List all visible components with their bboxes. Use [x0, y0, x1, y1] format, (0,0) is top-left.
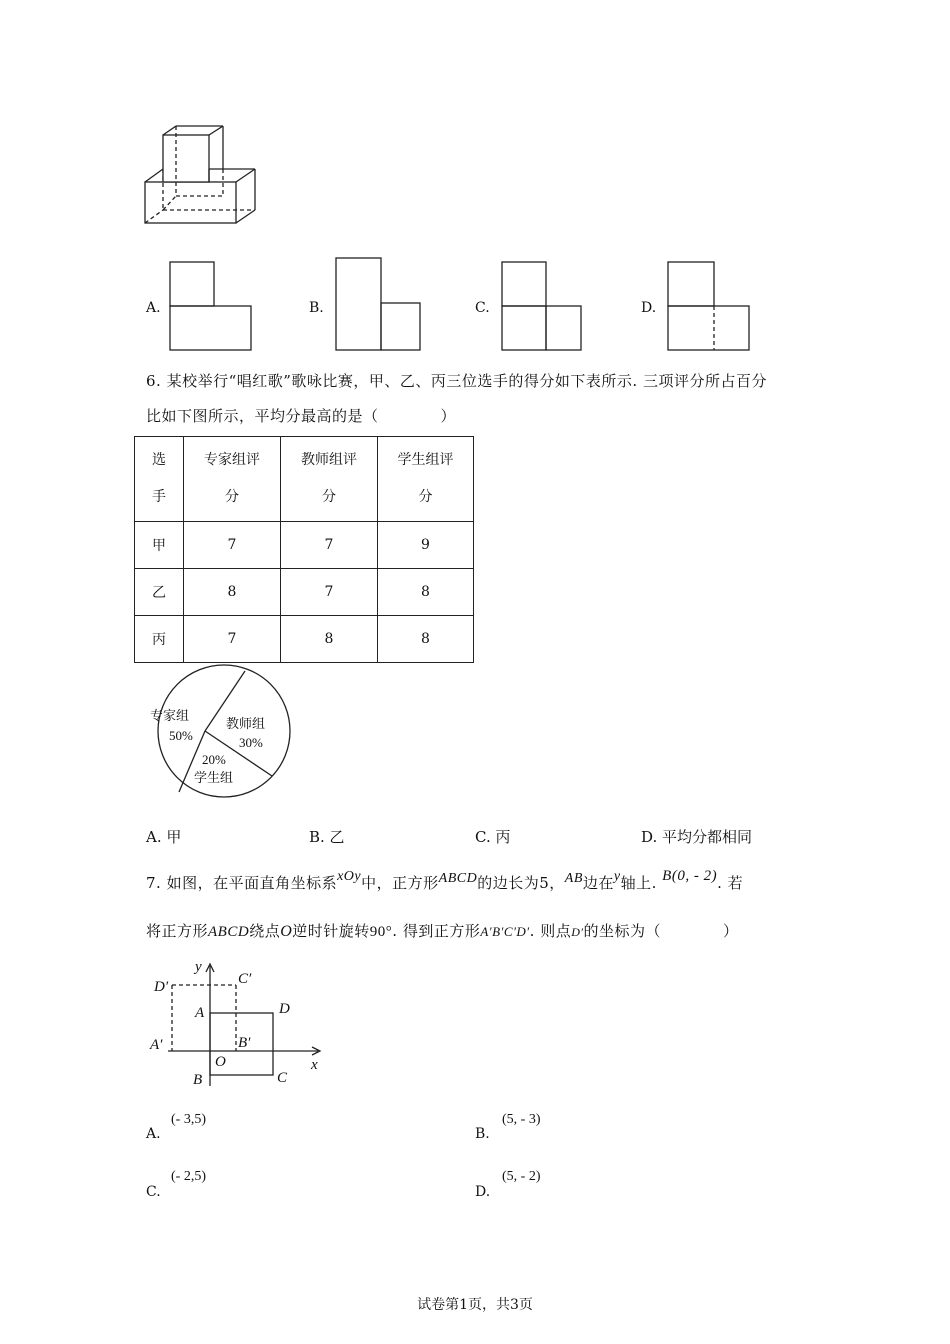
- header-cell: 选 手: [135, 437, 184, 522]
- point-b-prime-label: B′: [238, 1035, 251, 1051]
- table-row: [135, 569, 474, 616]
- pie-value-student: 20%: [202, 752, 226, 767]
- q7-option-a-value: (- 3,5): [171, 1112, 206, 1127]
- option-c-label: C.: [475, 300, 490, 316]
- pie-label-expert: 专家组: [150, 709, 190, 724]
- option-a-label: A.: [146, 300, 161, 316]
- q7-option-c-value: (- 2,5): [171, 1169, 206, 1184]
- table-cell: 9: [378, 522, 474, 569]
- o-math: O: [280, 923, 293, 940]
- option-b-figure: [334, 256, 424, 352]
- table-cell: 8: [281, 616, 378, 663]
- q7-line1: 7. 如图，在平面直角坐标系xOy中，正方形ABCD的边长为5，AB边在y轴上. B(0, - 2). 若: [146, 868, 744, 892]
- table-cell: 7: [281, 522, 378, 569]
- pie-label-student: 学生组: [194, 771, 234, 786]
- pie-chart: [142, 662, 308, 800]
- b-coord-math: B(0, - 2): [662, 868, 718, 884]
- pie-value-expert: 50%: [169, 728, 193, 743]
- rotated-square-math: A′B′C′D′: [480, 924, 530, 939]
- solid-figure: [140, 122, 260, 226]
- point-c-prime-label: C′: [238, 971, 252, 987]
- q6-line1: 6. 某校举行“唱红歌”歌咏比赛，甲、乙、丙三位选手的得分如下表所示. 三项评分所占百分: [146, 372, 767, 390]
- q6-option-d: D. 平均分都相同: [641, 828, 753, 846]
- option-a-figure: [168, 260, 254, 352]
- score-table: [134, 436, 474, 663]
- q6-option-a: A. 甲: [146, 828, 182, 846]
- q7-option-d-value: (5, - 2): [502, 1169, 541, 1184]
- dprime-math: D′: [571, 925, 584, 939]
- q7-option-b-label: B.: [475, 1126, 490, 1142]
- table-cell: 7: [184, 616, 281, 663]
- xoy-math: xOy: [337, 869, 362, 884]
- pie-label-teacher: 教师组: [226, 717, 266, 732]
- q7-option-b-value: (5, - 3): [502, 1112, 541, 1127]
- table-row: [135, 522, 474, 569]
- table-header-row: [135, 437, 474, 522]
- q6-line2: 比如下图所示，平均分最高的是（ ）: [146, 407, 457, 425]
- origin-label: O: [215, 1054, 226, 1070]
- q7-option-c-label: C.: [146, 1184, 161, 1200]
- point-d-label: D: [279, 1001, 290, 1017]
- pie-value-teacher: 30%: [239, 735, 263, 750]
- q7-option-a-label: A.: [146, 1126, 161, 1142]
- header-cell: 学生组评 分: [378, 437, 474, 522]
- table-cell: 7: [184, 522, 281, 569]
- q6-option-c: C. 丙: [475, 828, 511, 846]
- point-a-label: A: [195, 1005, 205, 1021]
- x-axis-label: x: [311, 1057, 318, 1073]
- q6-option-b: B. 乙: [309, 828, 345, 846]
- q7-option-d-label: D.: [475, 1184, 491, 1200]
- table-cell: 8: [184, 569, 281, 616]
- ab-math: AB: [564, 871, 583, 886]
- table-cell: 7: [281, 569, 378, 616]
- q7-line2: 将正方形ABCD绕点O逆时针旋转90°. 得到正方形A′B′C′D′. 则点D′的坐标为（ ）: [146, 922, 739, 940]
- coordinate-figure: [148, 956, 338, 1090]
- abcd2-math: ABCD: [208, 924, 250, 940]
- page-footer: 试卷第1页，共3页: [417, 1297, 533, 1313]
- point-c-label: C: [277, 1070, 288, 1086]
- y-math: y: [613, 869, 621, 884]
- option-c-figure: [500, 260, 584, 352]
- point-a-prime-label: A′: [150, 1037, 163, 1053]
- table-cell: 丙: [135, 616, 184, 663]
- table-cell: 乙: [135, 569, 184, 616]
- abcd-math: ABCD: [438, 871, 478, 886]
- table-row: [135, 616, 474, 663]
- angle-math: 90°: [369, 924, 393, 940]
- point-b-label: B: [193, 1072, 203, 1088]
- option-d-label: D.: [641, 300, 657, 316]
- option-d-figure: [666, 260, 752, 352]
- table-cell: 甲: [135, 522, 184, 569]
- y-axis-label: y: [195, 959, 202, 975]
- header-cell: 专家组评 分: [184, 437, 281, 522]
- header-cell: 教师组评 分: [281, 437, 378, 522]
- table-cell: 8: [378, 569, 474, 616]
- table-cell: 8: [378, 616, 474, 663]
- option-b-label: B.: [309, 300, 324, 316]
- point-d-prime-label: D′: [154, 979, 169, 995]
